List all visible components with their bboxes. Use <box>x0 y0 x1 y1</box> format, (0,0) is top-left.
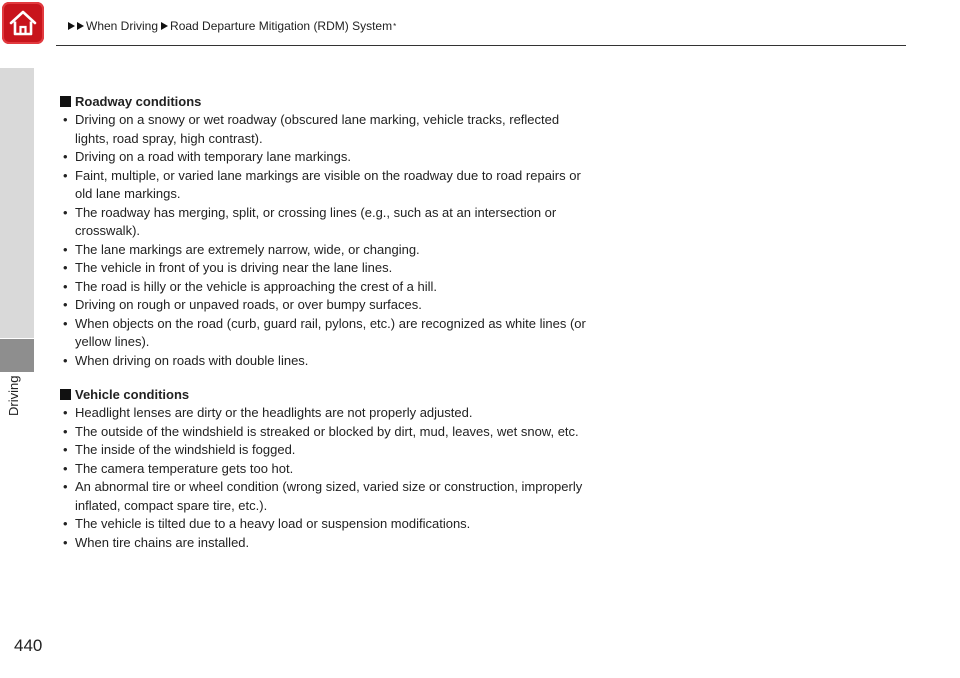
main-content <box>60 92 590 567</box>
list-item: • The vehicle is tilted due to a heavy load or suspension modifications. <box>60 515 590 534</box>
home-icon <box>8 9 38 37</box>
side-tab-label: Driving <box>6 376 21 417</box>
breadcrumb <box>68 19 396 33</box>
list-item: • When driving on roads with double lines. <box>60 352 590 371</box>
breadcrumb-asterisk: * <box>393 21 397 31</box>
list-item: • Headlight lenses are dirty or the headlights are not properly adjusted. <box>60 404 590 423</box>
breadcrumb-rdm-system[interactable]: Road Departure Mitigation (RDM) System <box>170 19 393 33</box>
list-item: • Faint, multiple, or varied lane markings are visible on the roadway due to road repairs or old lane markings. <box>60 167 590 204</box>
list-item: • The roadway has merging, split, or crossing lines (e.g., such as at an intersection or crosswalk). <box>60 204 590 241</box>
section-title: Vehicle conditions <box>75 387 190 402</box>
side-tab-strip <box>0 68 34 338</box>
list-item: • The outside of the windshield is streaked or blocked by dirt, mud, leaves, wet snow, etc. <box>60 423 590 442</box>
list-item: • The inside of the windshield is fogged. <box>60 441 590 460</box>
list-item: • The camera temperature gets too hot. <box>60 460 590 479</box>
section-vehicle-conditions <box>60 385 590 552</box>
list-item: • When tire chains are installed. <box>60 534 590 553</box>
breadcrumb-when-driving[interactable]: When Driving <box>86 19 159 33</box>
breadcrumb-arrow-icon <box>68 22 75 30</box>
section-heading <box>60 92 590 111</box>
list-item: • Driving on a road with temporary lane markings. <box>60 148 590 167</box>
home-button[interactable] <box>2 2 44 44</box>
bullet-list <box>60 111 590 370</box>
breadcrumb-arrow-icon <box>161 22 168 30</box>
side-tab-driving[interactable] <box>0 339 34 372</box>
list-item: • When objects on the road (curb, guard rail, pylons, etc.) are recognized as white lines (or yellow lines). <box>60 315 590 352</box>
list-item: • Driving on a snowy or wet roadway (obscured lane marking, vehicle tracks, reflected lights, road spray, high contrast). <box>60 111 590 148</box>
list-item: • An abnormal tire or wheel condition (wrong sized, varied size or construction, improperly inflated, compact spare tire, etc.). <box>60 478 590 515</box>
section-roadway-conditions <box>60 92 590 370</box>
page-number: 440 <box>14 636 43 655</box>
breadcrumb-arrow-icon <box>77 22 84 30</box>
heading-square-icon <box>60 389 71 400</box>
section-heading <box>60 385 590 404</box>
section-title: Roadway conditions <box>75 94 202 109</box>
header-rule <box>56 45 906 46</box>
list-item: • The lane markings are extremely narrow, wide, or changing. <box>60 241 590 260</box>
list-item: • The vehicle in front of you is driving near the lane lines. <box>60 259 590 278</box>
list-item: • The road is hilly or the vehicle is approaching the crest of a hill. <box>60 278 590 297</box>
list-item: • Driving on rough or unpaved roads, or over bumpy surfaces. <box>60 296 590 315</box>
heading-square-icon <box>60 96 71 107</box>
bullet-list <box>60 404 590 552</box>
